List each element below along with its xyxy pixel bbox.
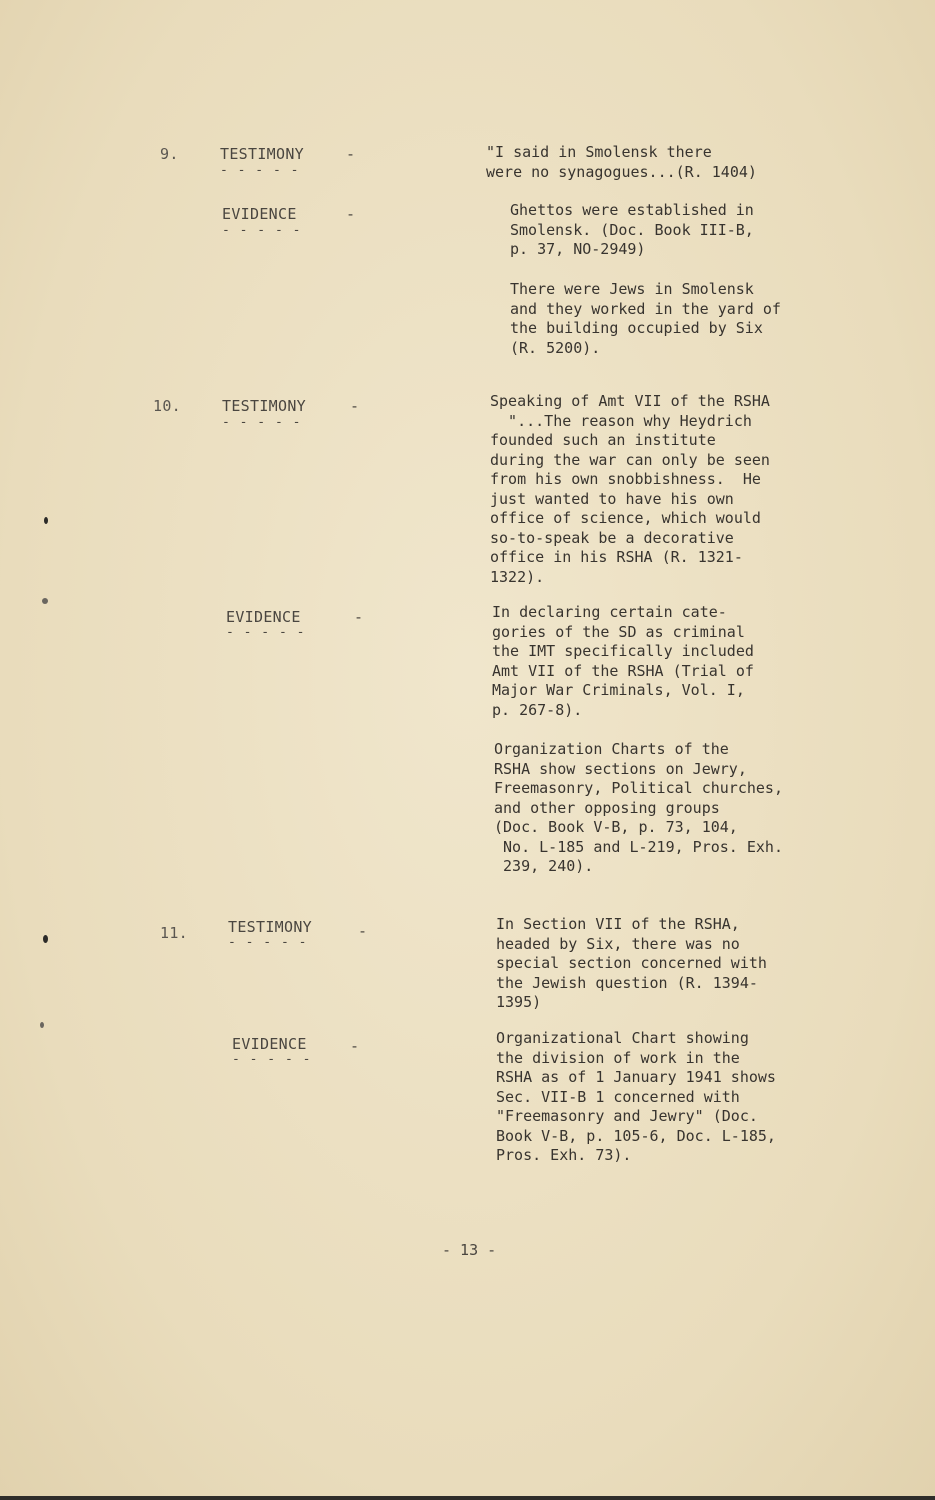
label-underline: - - - - -: [226, 625, 306, 640]
evidence-label: EVIDENCE: [222, 205, 297, 223]
label-underline: - - - - -: [232, 1052, 312, 1067]
entry-number: 10.: [153, 397, 181, 415]
label-dash: -: [350, 1037, 360, 1055]
evidence-paragraph: Ghettos were established in Smolensk. (Doc. Book III-B, p. 37, NO-2949): [510, 201, 754, 258]
evidence-paragraph: In declaring certain cate- gories of the SD as criminal the IMT specifically included Amt VII of the RSHA (Trial of Major War Criminals, Vol. I, p. 267-8).: [492, 603, 754, 719]
entry-number: 9.: [160, 145, 179, 163]
evidence-paragraph: There were Jews in Smolensk and they worked in the yard of the building occupied by Six (R. 5200).: [510, 280, 781, 357]
testimony-label: TESTIMONY: [220, 145, 304, 163]
label-dash: -: [350, 397, 360, 415]
label-dash: -: [358, 922, 368, 940]
scan-speck: [43, 935, 48, 943]
scan-edge: [0, 1496, 935, 1500]
label-underline: - - - - -: [222, 223, 302, 238]
page-number: - 13 -: [442, 1241, 497, 1259]
label-dash: -: [346, 205, 356, 223]
scan-speck: [40, 1022, 44, 1028]
evidence-label: EVIDENCE: [226, 608, 301, 626]
evidence-label: EVIDENCE: [232, 1035, 307, 1053]
testimony-text: Speaking of Amt VII of the RSHA "...The reason why Heydrich founded such an institute during the war can only be seen from his own snobbishness. He just wanted to have his own office of science, which would so-to-speak be a decorative office in his RSHA (R. 1321- 1322).: [490, 392, 770, 586]
testimony-text: "I said in Smolensk there were no synagogues...(R. 1404): [486, 143, 757, 181]
scan-speck: [44, 517, 48, 524]
evidence-paragraph: Organizational Chart showing the division of work in the RSHA as of 1 January 1941 shows Sec. VII-B 1 concerned with "Freemasonry and Jewry" (Doc. Book V-B, p. 105-6, Doc. L-185, Pros. Exh. 73).: [496, 1029, 776, 1164]
label-underline: - - - - -: [228, 935, 308, 950]
label-underline: - - - - -: [222, 415, 302, 430]
testimony-text: In Section VII of the RSHA, headed by Six, there was no special section concerned with the Jewish question (R. 1394- 1395): [496, 915, 767, 1011]
label-underline: - - - - -: [220, 163, 300, 178]
evidence-paragraph: Organization Charts of the RSHA show sections on Jewry, Freemasonry, Political churches, and other opposing groups (Doc. Book V-B, p. 73, 104, No. L-185 and L-219, Pros. Exh. 239, 240).: [494, 740, 783, 875]
label-dash: -: [346, 145, 356, 163]
entry-number: 11.: [160, 924, 188, 942]
testimony-label: TESTIMONY: [228, 918, 312, 936]
label-dash: -: [354, 608, 364, 626]
scan-speck: [42, 598, 48, 604]
testimony-label: TESTIMONY: [222, 397, 306, 415]
